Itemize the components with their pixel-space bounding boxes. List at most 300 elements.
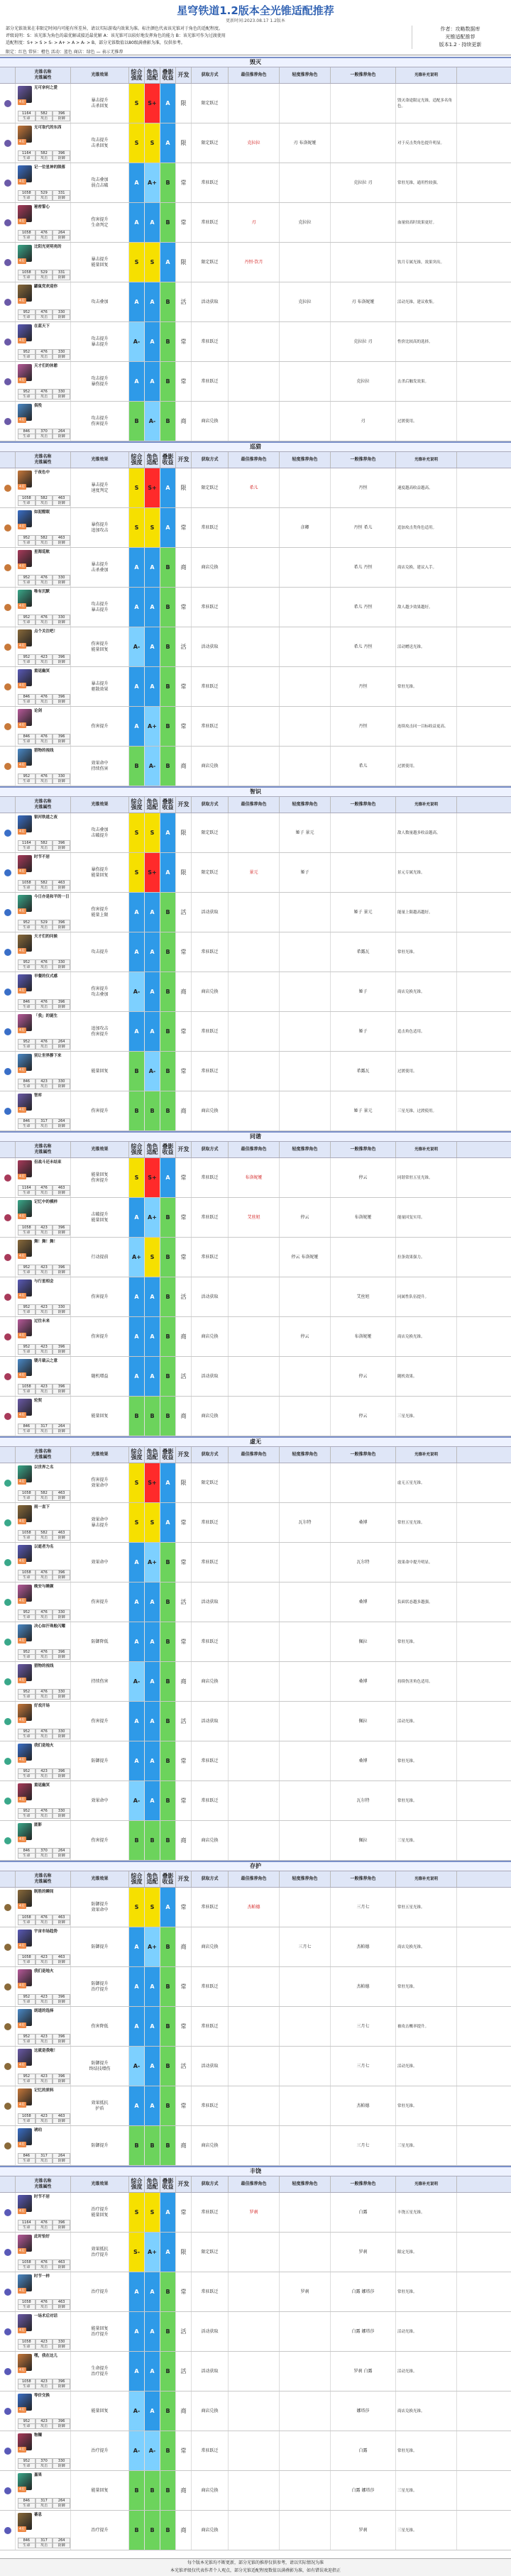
lightcone-cell[interactable] — [16, 1277, 71, 1316]
note-cell: 商店兑换光锥。 — [396, 972, 457, 1011]
lightcone-cell[interactable] — [16, 2511, 71, 2550]
lightcone-values — [18, 2498, 70, 2504]
path-icon-cell — [0, 362, 16, 401]
top-recommend: 希儿 — [229, 468, 280, 507]
rating-badge: B — [129, 1397, 145, 1436]
lightcone-cell[interactable] — [16, 893, 71, 932]
source-cell: 商店兑换 — [192, 747, 229, 786]
stat-value: 396 — [53, 920, 70, 925]
lightcone-name: 决心如汗珠般闪耀 — [34, 1624, 66, 1629]
table-row[interactable] — [0, 2471, 511, 2511]
table-row[interactable] — [0, 123, 511, 163]
lightcone-cell[interactable] — [16, 163, 71, 202]
note-cell: 虚无五星光锥。 — [396, 1463, 457, 1502]
table-row[interactable] — [0, 1702, 511, 1741]
col-light-header: 轻度推荐角色 — [280, 2176, 331, 2192]
stat-value: 952 — [18, 615, 35, 620]
lightcone-cell[interactable] — [16, 588, 71, 627]
col-dev-header: 开发 — [176, 797, 192, 813]
table-row[interactable] — [0, 1781, 511, 1821]
light-recommend — [280, 1463, 331, 1502]
source-cell: 活动获取 — [192, 1702, 229, 1741]
stat-label: 攻击 — [35, 1773, 53, 1779]
lightcone-cell[interactable] — [16, 972, 71, 1011]
author: 作者：攻略数据库 — [440, 26, 480, 32]
table-row[interactable] — [0, 2086, 511, 2126]
lightcone-values — [18, 774, 70, 779]
table-row[interactable] — [0, 203, 511, 243]
source-badge: 限 — [176, 2233, 192, 2272]
stat-label: 攻击 — [35, 1920, 53, 1925]
effect-cell: 能量回复 — [71, 1052, 129, 1091]
table-row[interactable] — [0, 1397, 511, 1436]
lightcone-stats — [18, 699, 70, 705]
table-row[interactable] — [0, 2193, 511, 2233]
light-recommend — [280, 972, 331, 1011]
lightcone-stats — [18, 2079, 70, 2084]
table-row[interactable] — [0, 1622, 511, 1662]
lightcone-cell[interactable] — [16, 1397, 71, 1436]
table-row[interactable] — [0, 1662, 511, 1702]
source-cell: 限定跃迁 — [192, 123, 229, 163]
table-row[interactable] — [0, 893, 511, 932]
level-badge: 4星 — [18, 1904, 26, 1908]
col-note-header: 光锥补充说明 — [396, 1142, 457, 1157]
path-icon — [4, 1294, 11, 1301]
lightcone-cell[interactable] — [16, 2233, 71, 2272]
legend: 限定：红色 常驻：橙色 活动：蓝色 商店：绿色 — 表示无推荐 — [6, 50, 123, 55]
top-recommend — [229, 813, 280, 852]
lightcone-cell[interactable] — [16, 1781, 71, 1820]
rating-badge: B — [160, 322, 176, 361]
stat-label: 防御 — [53, 964, 70, 970]
stat-label: 攻击 — [35, 1084, 53, 1089]
table-row[interactable] — [0, 1091, 511, 1131]
general-recommend: 罗刹 白露 — [331, 2352, 396, 2391]
light-recommend — [280, 468, 331, 507]
stat-label: 防御 — [53, 500, 70, 506]
lightcone-cell[interactable] — [16, 1503, 71, 1542]
table-row[interactable] — [0, 707, 511, 747]
lightcone-cell[interactable] — [16, 1463, 71, 1502]
table-row[interactable] — [0, 1967, 511, 2007]
lightcone-values — [18, 2379, 70, 2384]
stat-value: 370 — [35, 1848, 53, 1854]
rating-badge: B — [160, 2471, 176, 2510]
stat-label: 防御 — [53, 2158, 70, 2164]
table-row[interactable] — [0, 1463, 511, 1503]
lightcone-cell[interactable] — [16, 1741, 71, 1780]
path-icon-cell — [0, 1622, 16, 1661]
stat-value: 952 — [18, 1768, 35, 1774]
table-row[interactable] — [0, 747, 511, 786]
effect-cell: 暴击提升 击杀回复 — [71, 84, 129, 123]
lightcone-cell[interactable] — [16, 1543, 71, 1582]
lightcone-cell[interactable] — [16, 813, 71, 852]
source-badge: 活 — [176, 282, 192, 321]
section-title: 巡猎 — [0, 443, 511, 451]
table-row[interactable] — [0, 1583, 511, 1622]
lightcone-name: 我们是地火 — [34, 1969, 54, 1974]
light-recommend — [280, 362, 331, 401]
stat-value: 330 — [53, 1079, 70, 1084]
note-cell: 三星光锥。 — [396, 1397, 457, 1436]
rating-badge: B — [160, 402, 176, 441]
light-recommend — [280, 1781, 331, 1820]
top-recommend — [229, 747, 280, 786]
lightcone-cell[interactable] — [16, 2007, 71, 2046]
stat-value: 476 — [35, 1570, 53, 1575]
stat-value: 423 — [35, 1384, 53, 1389]
light-recommend — [280, 588, 331, 627]
level-badge: 4星 — [18, 683, 26, 688]
col-top-header: 最佳推荐角色 — [229, 67, 280, 83]
lightcone-stats — [18, 1535, 70, 1541]
lightcone-cell[interactable] — [16, 1888, 71, 1927]
level-badge: 4星 — [18, 723, 26, 727]
top-recommend — [229, 322, 280, 361]
table-row[interactable] — [0, 667, 511, 707]
lightcone-cell[interactable] — [16, 1198, 71, 1237]
rating-badge: B — [160, 2431, 176, 2470]
lightcone-name: 宇宙市场趋势 — [34, 1930, 58, 1934]
level-badge: 4星 — [18, 830, 26, 834]
table-row[interactable] — [0, 1741, 511, 1781]
level-badge: 4星 — [18, 219, 26, 224]
stat-label: 攻击 — [35, 580, 53, 585]
path-icon — [4, 1333, 11, 1341]
stat-value: 396 — [53, 1265, 70, 1270]
rating-badge: B — [160, 1927, 176, 1966]
path-icon — [4, 1373, 11, 1380]
lightcone-cell[interactable] — [16, 1158, 71, 1197]
rating-badge: S — [145, 123, 160, 163]
note-cell: 追加攻击类角色适用。 — [396, 508, 457, 547]
stat-label: 防御 — [53, 885, 70, 891]
header-tag: 光锥适配推荐 — [445, 34, 476, 40]
lightcone-cell[interactable] — [16, 508, 71, 547]
note-cell: 常驻光锥。 — [396, 932, 457, 971]
effect-cell: 能量回复 治疗提升 — [71, 2312, 129, 2351]
light-recommend — [280, 243, 331, 282]
table-row[interactable] — [0, 2312, 511, 2352]
table-row[interactable] — [0, 932, 511, 972]
lightcone-cell[interactable] — [16, 468, 71, 507]
effect-cell: 追加攻击 伤害提升 — [71, 1012, 129, 1051]
lightcone-cell[interactable] — [16, 243, 71, 282]
stat-label: 生命 — [18, 1614, 35, 1620]
table-row[interactable] — [0, 2391, 511, 2431]
effect-cell: 伤害提升 — [71, 1317, 129, 1356]
lightcone-cell[interactable] — [16, 747, 71, 786]
lightcone-cell[interactable] — [16, 1317, 71, 1356]
table-row[interactable] — [0, 1503, 511, 1543]
lightcone-values — [18, 2220, 70, 2225]
lightcone-values — [18, 150, 70, 156]
lightcone-cell[interactable] — [16, 1622, 71, 1661]
rating-badge: A — [129, 1622, 145, 1661]
lightcone-cell[interactable] — [16, 2047, 71, 2086]
source-cell: 常驻跃迁 — [192, 2431, 229, 2470]
top-recommend — [229, 84, 280, 123]
general-recommend: 布洛妮娅 — [331, 1198, 396, 1237]
effect-cell: 效果命中 — [71, 1543, 129, 1582]
lightcone-values — [18, 2299, 70, 2305]
lightcone-cell[interactable] — [16, 1702, 71, 1741]
stat-label: 攻击 — [35, 1123, 53, 1129]
table-row[interactable] — [0, 2007, 511, 2047]
rating-badge: A — [145, 2391, 160, 2431]
path-icon — [4, 338, 11, 346]
table-row[interactable] — [0, 468, 511, 508]
stat-label: 防御 — [53, 1429, 70, 1434]
light-recommend — [280, 548, 331, 587]
stat-label: 防御 — [53, 1920, 70, 1925]
rating-badge: B — [160, 1238, 176, 1277]
table-row[interactable] — [0, 1158, 511, 1198]
general-recommend: 娜塔莎 — [331, 2391, 396, 2431]
table-row[interactable] — [0, 84, 511, 123]
light-recommend — [280, 1583, 331, 1622]
col-type-header: 获取方式 — [192, 67, 229, 83]
stat-value: 582 — [35, 880, 53, 886]
effect-cell: 暴伤提升 追加攻击 — [71, 508, 129, 547]
effect-cell: 防御降低 — [71, 1622, 129, 1661]
lightcone-stats — [18, 739, 70, 744]
lightcone-cell[interactable] — [16, 1583, 71, 1622]
rating-badge: B — [160, 1702, 176, 1741]
source-badge: 常 — [176, 1622, 192, 1661]
lightcone-cell[interactable] — [16, 2312, 71, 2351]
stat-value: 396 — [53, 2220, 70, 2225]
col-r3-header: 叠影 收益 — [160, 1447, 176, 1463]
col-dev-header: 开发 — [176, 1142, 192, 1157]
rating-badge: B — [160, 667, 176, 706]
source-badge: 活 — [176, 2312, 192, 2351]
lightcone-stats — [18, 2384, 70, 2389]
stat-label: 防御 — [53, 1853, 70, 1859]
table-row[interactable] — [0, 508, 511, 548]
table-row[interactable] — [0, 1198, 511, 1238]
stat-label: 生命 — [18, 1654, 35, 1660]
table-row[interactable] — [0, 2352, 511, 2391]
table-row[interactable] — [0, 1012, 511, 1052]
stat-label: 防御 — [53, 1309, 70, 1315]
table-row[interactable] — [0, 163, 511, 203]
lightcone-cell[interactable] — [16, 362, 71, 401]
lightcone-cell[interactable] — [16, 1012, 71, 1051]
lightcone-cell[interactable] — [16, 2352, 71, 2391]
table-row[interactable] — [0, 1357, 511, 1397]
path-icon-cell — [0, 972, 16, 1011]
rating-badge: A — [145, 1583, 160, 1622]
table-row[interactable] — [0, 853, 511, 893]
table-row[interactable] — [0, 972, 511, 1012]
note-cell: 过渡使用。 — [396, 747, 457, 786]
table-row[interactable] — [0, 1927, 511, 1967]
stat-label: 防御 — [53, 2039, 70, 2044]
lightcone-cell[interactable] — [16, 1967, 71, 2006]
lightcone-cell[interactable] — [16, 932, 71, 971]
stat-label: 生命 — [18, 394, 35, 400]
stat-label: 攻击 — [35, 1853, 53, 1859]
top-recommend — [229, 1702, 280, 1741]
lightcone-cell[interactable] — [16, 2431, 71, 2470]
rating-badge: A — [160, 2233, 176, 2272]
table-row[interactable] — [0, 322, 511, 362]
stat-value: 264 — [53, 230, 70, 236]
col-r3-header: 叠影 收益 — [160, 797, 176, 813]
lightcone-cell[interactable] — [16, 84, 71, 123]
table-row[interactable] — [0, 362, 511, 402]
lightcone-cell[interactable] — [16, 2391, 71, 2431]
table-row[interactable] — [0, 243, 511, 282]
lightcone-cell[interactable] — [16, 1091, 71, 1130]
general-recommend: 罗刹 — [331, 2233, 396, 2272]
stat-value: 396 — [53, 2379, 70, 2384]
stat-value: 1058 — [18, 270, 35, 275]
lightcone-cell[interactable] — [16, 1052, 71, 1091]
general-recommend: 姬子 景元 — [331, 893, 396, 932]
note-cell: 常驻光锥，通用性较强。 — [396, 163, 457, 202]
lightcone-cell[interactable] — [16, 2086, 71, 2125]
table-row[interactable] — [0, 402, 511, 441]
table-row[interactable] — [0, 1821, 511, 1861]
section-title: 智识 — [0, 788, 511, 796]
source-badge: 常 — [176, 932, 192, 971]
table-row[interactable] — [0, 282, 511, 322]
lightcone-stats — [18, 659, 70, 665]
source-cell: 商店兑换 — [192, 1662, 229, 1701]
table-row[interactable] — [0, 588, 511, 627]
general-recommend — [331, 1463, 396, 1502]
lightcone-cell[interactable] — [16, 123, 71, 163]
stat-label: 防御 — [53, 659, 70, 665]
col-lc-header: 光锥名称 光锥属性 — [16, 797, 71, 813]
path-icon — [4, 1519, 11, 1526]
rating-badge: B — [160, 203, 176, 242]
stat-label: 攻击 — [35, 540, 53, 546]
col-dev-header: 开发 — [176, 2176, 192, 2192]
lightcone-cell[interactable] — [16, 1927, 71, 1966]
top-recommend: 克拉拉 — [229, 123, 280, 163]
rating-badge: B — [160, 707, 176, 746]
lightcone-cell[interactable] — [16, 707, 71, 746]
lightcone-cell[interactable] — [16, 548, 71, 587]
table-row[interactable] — [0, 2047, 511, 2086]
level-badge: 4星 — [18, 2063, 26, 2067]
table-row[interactable] — [0, 1052, 511, 1091]
stat-label: 生命 — [18, 1429, 35, 1434]
table-row[interactable] — [0, 2272, 511, 2312]
source-cell: 常驻跃迁 — [192, 2272, 229, 2311]
path-icon — [4, 1174, 11, 1182]
table-row[interactable] — [0, 2233, 511, 2272]
table-row[interactable] — [0, 1277, 511, 1317]
table-row[interactable] — [0, 2126, 511, 2166]
stat-value: 330 — [53, 575, 70, 580]
stat-value: 846 — [18, 734, 35, 739]
rating-badge: S — [129, 853, 145, 892]
lightcone-cell[interactable] — [16, 1357, 71, 1396]
lightcone-stats — [18, 1309, 70, 1315]
stat-value: 476 — [35, 2259, 53, 2265]
source-cell: 商店兑换 — [192, 2391, 229, 2431]
col-r1-header: 综合 强度 — [129, 1871, 145, 1887]
rating-badge: A — [129, 893, 145, 932]
lightcone-cell[interactable] — [16, 322, 71, 361]
rating-badge: A — [160, 853, 176, 892]
path-icon-cell — [0, 1317, 16, 1356]
lightcone-name: 时节一样 — [34, 2274, 50, 2279]
source-badge: 商 — [176, 2511, 192, 2550]
table-row[interactable] — [0, 2511, 511, 2550]
lightcone-name: 镂月裁云之意 — [34, 1359, 58, 1363]
table-row[interactable] — [0, 1317, 511, 1357]
lightcone-stats — [18, 1123, 70, 1129]
stat-value: 476 — [35, 734, 53, 739]
stat-label: 生命 — [18, 580, 35, 585]
lightcone-cell[interactable] — [16, 203, 71, 242]
effect-cell: 伤害提升 能量回复 — [71, 627, 129, 666]
lightcone-cell[interactable] — [16, 667, 71, 706]
rating-badge: B — [160, 1397, 176, 1436]
top-recommend: 丹恒·饮月 — [229, 243, 280, 282]
stat-label: 攻击 — [35, 1694, 53, 1700]
table-row[interactable] — [0, 548, 511, 588]
level-badge: 4星 — [18, 1678, 26, 1683]
top-recommend — [229, 1967, 280, 2006]
col-r1-header: 综合 强度 — [129, 1447, 145, 1463]
rating-badge: S+ — [145, 468, 160, 507]
lightcone-cell[interactable] — [16, 2193, 71, 2232]
lightcone-cell[interactable] — [16, 1821, 71, 1860]
stat-value: 396 — [53, 1994, 70, 2000]
rating-badge: B — [145, 1821, 160, 1860]
lightcone-values — [18, 2418, 70, 2424]
lightcone-cell[interactable] — [16, 1662, 71, 1701]
rating-badge: B — [145, 2126, 160, 2165]
level-badge: 4星 — [18, 1413, 26, 1417]
lightcone-cell[interactable] — [16, 853, 71, 892]
light-recommend: 停云 布洛妮娅 — [280, 1238, 331, 1277]
path-icon — [4, 2289, 11, 2296]
light-recommend — [280, 1702, 331, 1741]
lightcone-cell[interactable] — [16, 2126, 71, 2165]
general-recommend — [331, 123, 396, 163]
table-row[interactable] — [0, 1543, 511, 1583]
rating-badge: A — [145, 667, 160, 706]
lightcone-stats — [18, 1495, 70, 1501]
table-row[interactable] — [0, 1888, 511, 1927]
lightcone-cell[interactable] — [16, 1238, 71, 1277]
table-row[interactable] — [0, 2431, 511, 2471]
lightcone-cell[interactable] — [16, 282, 71, 321]
source-cell: 限定跃迁 — [192, 84, 229, 123]
lightcone-cell[interactable] — [16, 627, 71, 666]
stat-value: 331 — [53, 190, 70, 196]
general-recommend: 希儿 — [331, 747, 396, 786]
light-recommend — [280, 2086, 331, 2125]
lightcone-cell[interactable] — [16, 402, 71, 441]
table-row[interactable] — [0, 813, 511, 853]
stat-value: 1058 — [18, 1915, 35, 1920]
lightcone-cell[interactable] — [16, 2272, 71, 2311]
lightcone-stats — [18, 354, 70, 360]
table-row[interactable] — [0, 627, 511, 667]
table-row[interactable] — [0, 1238, 511, 1277]
lightcone-cell[interactable] — [16, 2471, 71, 2510]
